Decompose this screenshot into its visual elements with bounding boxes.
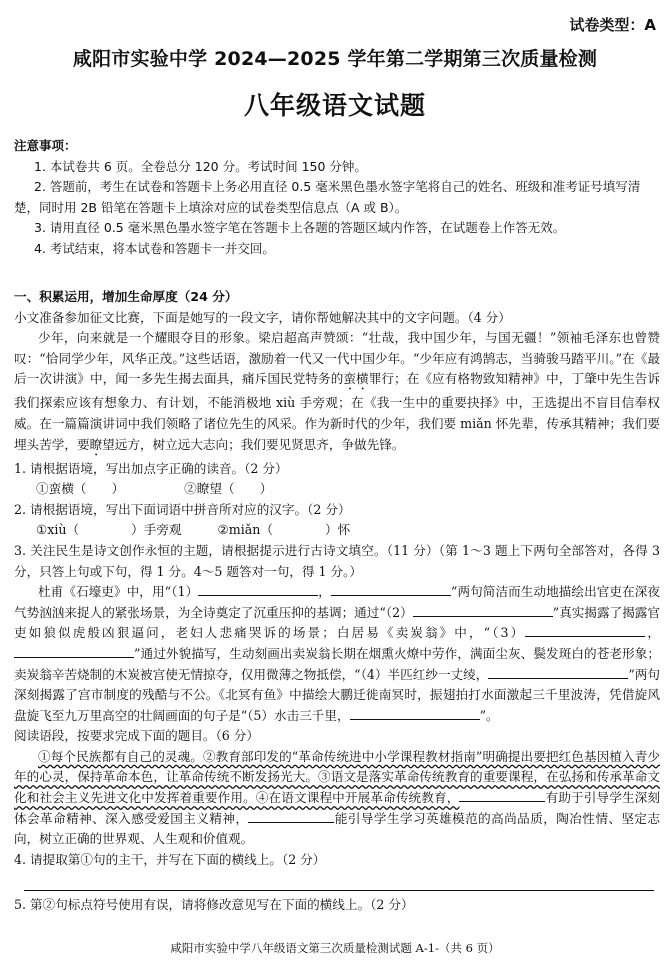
notice-item: 1. 本试卷共 6 页。全卷总分 120 分。考试时间 150 分钟。 (34, 158, 367, 174)
page-footer: 咸阳市实验中学八年级语文第三次质量检测试题 A-1-（共 6 页） (170, 941, 500, 955)
q1-option-1: ①蛮横（ ） (36, 481, 125, 497)
section-title: 一、积累运用，增加生命厚度（24 分） (14, 289, 238, 304)
paper-type-label: 试卷类型：A (569, 16, 656, 34)
question-2-stem: 2. 请根据语境，写出下面词语中拼音所对应的汉字。（2 分） (14, 501, 351, 517)
school-title: 咸阳市实验中学 2024—2025 学年第二学期第三次质量检测 (72, 48, 598, 70)
notice-block (14, 136, 658, 259)
question-3-fill-text (14, 582, 660, 726)
passage-text: 罪行；在《应有格物致知精神》中，丁肇中先生告诉我们探索应该有想象力、有计划，不能消极地 xiù 手旁观；在《我一生中的重要抉择》中，王选提出不盲目信奉权威。在一篇篇演讲词中我们领略了诸位先生的风采。作为新时代的少年，我们要 miǎn 怀先辈，传承其精神；我们要埋头苦学，要 (14, 371, 661, 452)
passage-text: 鹄 (482, 350, 496, 366)
q2-option-2-rest: ）怀 (324, 522, 351, 538)
fill-blank[interactable] (459, 788, 545, 802)
q2-option-1-rest: ）手旁观 (131, 522, 182, 538)
notice-heading: 注意事项： (14, 138, 77, 153)
q1-option-2: ②瞭望（ ） (184, 481, 273, 497)
notice-item: 2. 答题前，考生在试卷和答题卡上务必用直径 0.5 毫米黑色墨水签字笔将自己的姓名、班级和准考证号填写清楚，同时用 2B 铅笔在答题卡上填涂对应的试卷类型信息点（A 或 B）。 (14, 179, 641, 215)
fill-blank[interactable] (525, 623, 645, 637)
reading-intro: 阅读语段，按要求完成下面的题目。（6 分） (14, 728, 259, 744)
section-intro: 小文准备参加征文比赛，下面是她写的一段文字，请你帮她解决其中的文字问题。（4 分） (14, 309, 511, 325)
q3-text: ， (645, 625, 661, 641)
passage-text: 志，当骑骏马踏平川。”在《最后一次讲演》中，闻一多先生揭去面具，痛斥国民党特务的 (14, 350, 661, 387)
fill-blank[interactable] (248, 809, 334, 823)
answer-line[interactable] (24, 870, 654, 891)
fill-blank[interactable] (413, 603, 553, 617)
q3-text: ”两句简洁而生动地描绘出官吏在深夜气势汹汹来捉人的紧张场景，为全诗奠定了沉重压抑的基调；通过“（2） (14, 584, 660, 620)
dotted-word: 瞭 (89, 436, 103, 452)
reading-text: ①每个民族都有自己的灵魂。②教育部印发的“革命传统进中小学课程教材指南”明确提出要把红色基因植入青少年的心灵，保持革命本色，让革命传统不断发扬光大。③语文是落实革命传统教育的重要课程，在弘扬和传承革命文化和社会主义先进文化中发挥着重要作用。④在语文课程中开展革命传统教育， (14, 748, 660, 806)
q3-text: ， (318, 584, 331, 600)
question-4-stem: 4. 请提取第①句的主干，并写在下面的横线上。（2 分） (14, 851, 326, 867)
q3-text: ”真实揭露了揭露官吏如狼似虎般凶狠逼问，老妇人悲痛哭诉的场景；白居易《卖炭翁》中，“（3） (14, 604, 660, 641)
q2-option-1-pinyin: ①xiù（ (36, 522, 80, 538)
reading-text: 有助于引导学生深刻体会革命精神、深入感受爱国主义精神， (14, 790, 661, 826)
passage-text: 少年，向来就是一个耀眼夺目的形象。梁启超高声赞颂：“壮哉，我中国少年，与国无疆！”领袖毛泽东也曾赞叹：“恰同学少年，风华正茂。”这些话语，激励着一代又一代中国少年。“少年应有鸿 (14, 330, 660, 366)
notice-item: 3. 请用直径 0.5 毫米黑色墨水签字笔在答题卡上各题的答题区域内作答，在试题卷上作答无效。 (34, 220, 566, 235)
question-3-stem: 3. 关注民生是诗文创作永恒的主题，请根据提示进行古诗文填空。（11 分）（第 1～3 题上下两句全部答对，各得 3 分，只答上句或下句，得 1 分。4～5 题答对一句，得 1 分。） (14, 542, 660, 579)
essay-passage (14, 328, 660, 458)
question-1-options (14, 479, 660, 500)
q3-text: ”。 (479, 707, 499, 723)
fill-blank[interactable] (488, 665, 628, 679)
question-1-stem: 1. 请根据语境，写出加点字正确的读音。（2 分） (14, 460, 288, 476)
reading-text: 能引导学生学习英雄模范的高尚品质，陶冶性情、坚定志向，树立正确的世界观、人生观和价值观。 (14, 810, 661, 847)
fill-blank[interactable] (350, 706, 480, 720)
fill-blank[interactable] (331, 582, 451, 596)
fill-blank[interactable] (14, 644, 134, 658)
fill-blank[interactable] (198, 582, 318, 596)
exam-title: 八年级语文试题 (243, 91, 426, 120)
q2-option-2-pinyin: ②miǎn（ (217, 522, 273, 538)
q3-text: ”两句深刻揭露了宫市制度的残酷与不公。《北冥有鱼》中描绘大鹏迁徙南冥时，振翅拍打水面激起三千里波涛，凭借旋风盘旋飞至九万里高空的壮阔画面的句子是“（5）水击三千里， (14, 666, 660, 723)
reading-passage (14, 747, 660, 850)
question-5-stem: 5. 第②句标点符号使用有误，请将修改意见写在下面的横线上。（2 分） (14, 897, 414, 913)
question-2-options (14, 520, 660, 541)
section-one (14, 287, 660, 916)
passage-text: 望远方，树立远大志向；我们要见贤思齐，争做先锋。 (102, 436, 405, 452)
q3-text: 杜甫《石壕吏》中，用“（1） (38, 584, 199, 600)
dotted-word: 蛮横 (343, 371, 369, 387)
q3-text: ”通过外貌描写，生动刻画出卖炭翁长期在烟熏火燎中劳作，满面尘灰、鬓发斑白的苍老形象；卖炭翁辛苦烧制的木炭被宫使无情掠夺，仅用微薄之物抵偿，“（4）半匹红纱一丈绫， (14, 645, 660, 682)
notice-item: 4. 考试结束，将本试卷和答题卡一并交回。 (34, 240, 275, 256)
